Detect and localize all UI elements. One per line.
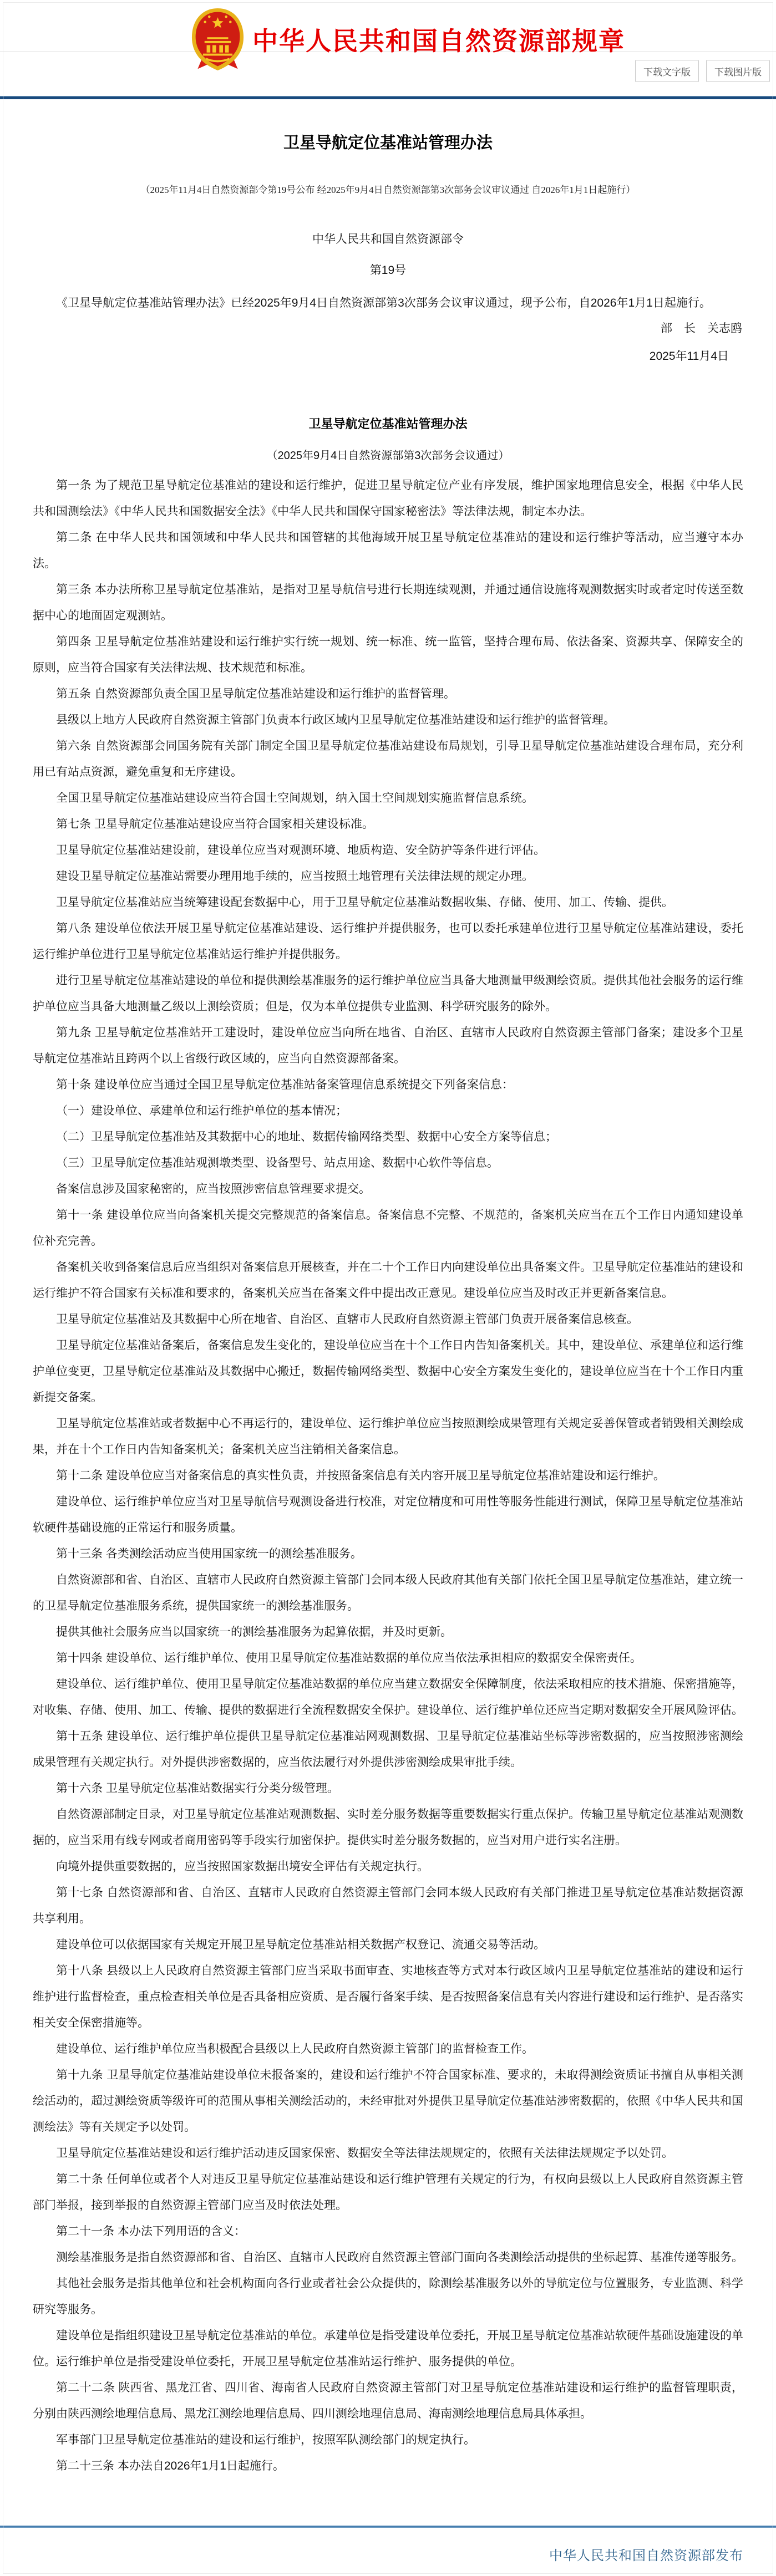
regulation-paragraph: 第九条 卫星导航定位基准站开工建设时，建设单位应当向所在地省、自治区、直辖市人民政府自然资源主管部门备案；建设多个卫星导航定位基准站且跨两个以上省级行政区域的，应当向自然资源部备案。 [33, 1026, 743, 1065]
regulation-paragraph: 第六条 自然资源部会同国务院有关部门制定全国卫星导航定位基准站建设布局规划，引导卫星导航定位基准站建设合理布局，充分利用已有站点资源，避免重复和无序建设。 [33, 740, 743, 778]
regulation-paragraph: 卫星导航定位基准站或者数据中心不再运行的，建设单位、运行维护单位应当按照测绘成果管理有关规定妥善保管或者销毁相关测绘成果，并在十个工作日内告知备案机关；备案机关应当注销相关备案信息。 [33, 1417, 743, 1456]
regulation-paragraph: 建设卫星导航定位基准站需要办理用地手续的，应当按照土地管理有关法律法规的规定办理。 [56, 870, 534, 883]
regulation-paragraph: 卫星导航定位基准站建设前，建设单位应当对观测环境、地质构造、安全防护等条件进行评估。 [56, 844, 545, 857]
decree-issuer: 中华人民共和国自然资源部令 [312, 233, 464, 246]
regulation-paragraph: 第三条 本办法所称卫星导航定位基准站，是指对卫星导航信号进行长期连续观测，并通过通信设施将观测数据实时或者定时传送至数据中心的地面固定观测站。 [33, 583, 743, 622]
national-emblem-icon [191, 8, 244, 71]
regulation-paragraph: （三）卫星导航定位基准站观测墩类型、设备型号、站点用途、数据中心软件等信息。 [56, 1157, 499, 1169]
regulation-paragraph: 县级以上地方人民政府自然资源主管部门负责本行政区域内卫星导航定位基准站建设和运行维护的监督管理。 [56, 714, 615, 726]
regulation-paragraph: 第十八条 县级以上人民政府自然资源主管部门应当采取书面审查、实地核查等方式对本行政区域内卫星导航定位基准站的建设和运行维护进行监督检查，重点检查相关单位是否具备相应资质、是否履行备案手续、是否按照备案信息有关内容进行建设和运行维护、是否落实相关安全保密措施等。 [33, 1964, 743, 2029]
publisher-credit: 中华人民共和国自然资源部发布 [549, 2548, 743, 2563]
download-text-button[interactable]: 下载文字版 [635, 60, 699, 82]
regulation-paragraph: 第十二条 建设单位应当对备案信息的真实性负责，并按照备案信息有关内容开展卫星导航定位基准站建设和运行维护。 [56, 1469, 665, 1482]
regulation-paragraph: 建设单位可以依据国家有关规定开展卫星导航定位基准站相关数据产权登记、流通交易等活动。 [56, 1938, 545, 1951]
regulation-paragraph: 第十六条 卫星导航定位基准站数据实行分类分级管理。 [56, 1782, 339, 1795]
regulation-paragraph: 第十七条 自然资源部和省、自治区、直辖市人民政府自然资源主管部门会同本级人民政府有关部门推进卫星导航定位基准站数据资源共享利用。 [33, 1886, 743, 1925]
adoption-note: （2025年9月4日自然资源部第3次部务会议通过） [266, 450, 510, 462]
masthead [0, 0, 776, 55]
regulation-paragraph: 第五条 自然资源部负责全国卫星导航定位基准站建设和运行维护的监督管理。 [56, 688, 455, 700]
regulation-paragraph: 自然资源部和省、自治区、直辖市人民政府自然资源主管部门会同本级人民政府其他有关部门依托全国卫星导航定位基准站，建立统一的卫星导航定位基准服务系统，提供国家统一的测绘基准服务。 [33, 1574, 743, 1612]
regulation-paragraph: 第二十二条 陕西省、黑龙江省、四川省、海南省人民政府自然资源主管部门对卫星导航定位基准站建设和运行维护的监督管理职责，分别由陕西测绘地理信息局、黑龙江测绘地理信息局、四川测绘地理信息局、海南测绘地理信息局具体承担。 [33, 2381, 743, 2420]
document-content [0, 130, 776, 2479]
document-title: 卫星导航定位基准站管理办法 [283, 134, 493, 152]
regulation-paragraph: 军事部门卫星导航定位基准站的建设和运行维护，按照军队测绘部门的规定执行。 [56, 2434, 475, 2446]
regulation-paragraph: 卫星导航定位基准站备案后，备案信息发生变化的，建设单位应当在十个工作日内告知备案机关。其中，建设单位、承建单位和运行维护单位变更，卫星导航定位基准站及其数据中心搬迁，数据传输网络类型、数据中心安全方案发生变化的，建设单位应当在十个工作日内重新提交备案。 [33, 1339, 743, 1404]
regulation-paragraph: 第八条 建设单位依法开展卫星导航定位基准站建设、运行维护并提供服务，也可以委托承建单位进行卫星导航定位基准站建设，委托运行维护单位进行卫星导航定位基准站运行维护并提供服务。 [33, 922, 743, 961]
regulation-paragraph: 第一条 为了规范卫星导航定位基准站的建设和运行维护，促进卫星导航定位产业有序发展，维护国家地理信息安全，根据《中华人民共和国测绘法》《中华人民共和国数据安全法》《中华人民共和国保守国家秘密法》等法律法规，制定本办法。 [33, 479, 743, 518]
regulation-paragraph: 测绘基准服务是指自然资源部和省、自治区、直辖市人民政府自然资源主管部门面向各类测绘活动提供的坐标起算、基准传递等服务。 [56, 2251, 743, 2264]
top-divider-rule [0, 96, 776, 99]
regulation-paragraph: 第十九条 卫星导航定位基准站建设单位未报备案的，建设和运行维护不符合国家标准、要求的，未取得测绘资质证书擅自从事相关测绘活动的，超过测绘资质等级许可的范围从事相关测绘活动的，未经审批对外提供卫星导航定位基准站涉密数据的，依照《中华人民共和国测绘法》等有关规定予以处罚。 [33, 2069, 743, 2134]
regulation-paragraph: 其他社会服务是指其他单位和社会机构面向各行业或者社会公众提供的，除测绘基准服务以外的导航定位与位置服务，专业监测、科学研究等服务。 [33, 2277, 743, 2316]
regulation-paragraph: 第二十条 任何单位或者个人对违反卫星导航定位基准站建设和运行维护管理有关规定的行为，有权向县级以上人民政府自然资源主管部门举报，接到举报的自然资源主管部门应当及时依法处理。 [33, 2173, 743, 2212]
regulation-paragraph: 卫星导航定位基准站建设和运行维护活动违反国家保密、数据安全等法律法规规定的，依照有关法律法规规定予以处罚。 [56, 2147, 673, 2160]
regulation-paragraph: 第十三条 各类测绘活动应当使用国家统一的测绘基准服务。 [56, 1547, 362, 1560]
regulation-paragraph: 第七条 卫星导航定位基准站建设应当符合国家相关建设标准。 [56, 818, 374, 831]
regulation-paragraph: 卫星导航定位基准站应当统筹建设配套数据中心，用于卫星导航定位基准站数据收集、存储、使用、加工、传输、提供。 [56, 896, 673, 909]
footer-divider-rule [0, 2526, 776, 2528]
regulation-paragraph: 备案机关收到备案信息后应当组织对备案信息开展核查，并在二十个工作日内向建设单位出具备案文件。卫星导航定位基准站的建设和运行维护不符合国家有关标准和要求的，备案机关应当在备案文件中提出改正意见。建设单位应当及时改正并更新备案信息。 [33, 1261, 743, 1300]
regulation-paragraph: 建设单位、运行维护单位应当积极配合县级以上人民政府自然资源主管部门的监督检查工作。 [56, 2043, 534, 2055]
regulation-paragraph: 第十五条 建设单位、运行维护单位提供卫星导航定位基准站网观测数据、卫星导航定位基准站坐标等涉密数据的，应当按照涉密测绘成果管理有关规定执行。对外提供涉密数据的，应当依法履行对外提供涉密测绘成果审批手续。 [33, 1730, 743, 1769]
decree-number: 第19号 [369, 264, 407, 277]
regulation-paragraph: 提供其他社会服务应当以国家统一的测绘基准服务为起算依据，并及时更新。 [56, 1626, 452, 1638]
regulation-paragraph: 卫星导航定位基准站及其数据中心所在地省、自治区、直辖市人民政府自然资源主管部门负责开展备案信息核查。 [56, 1313, 638, 1326]
decree-signer: 部 长 关志鸥 [661, 322, 742, 335]
decree-date: 2025年11月4日 [649, 350, 729, 363]
regulation-paragraph: 第十四条 建设单位、运行维护单位、使用卫星导航定位基准站数据的单位应当依法承担相应的数据安全保密责任。 [56, 1652, 642, 1664]
regulation-paragraph: 第十条 建设单位应当通过全国卫星导航定位基准站备案管理信息系统提交下列备案信息： [56, 1078, 514, 1091]
publication-note: （2025年11月4日自然资源部令第19号公布 经2025年9月4日自然资源部第3次部务会议审议通过 自2026年1月1日起施行） [140, 185, 636, 195]
download-image-button[interactable]: 下载图片版 [706, 60, 770, 82]
regulation-paragraph: 第二条 在中华人民共和国领域和中华人民共和国管辖的其他海域开展卫星导航定位基准站的建设和运行维护等活动，应当遵守本办法。 [33, 531, 743, 570]
regulation-paragraph: 自然资源部制定目录，对卫星导航定位基准站观测数据、实时差分服务数据等重要数据实行重点保护。传输卫星导航定位基准站观测数据的，应当采用有线专网或者商用密码等手段实行加密保护。提供实时差分服务数据的，应当对用户进行实名注册。 [33, 1808, 743, 1847]
masthead-title: 中华人民共和国自然资源部规章 [252, 27, 625, 55]
decree-announcement: 《卫星导航定位基准站管理办法》已经2025年9月4日自然资源部第3次部务会议审议通过，现予公布，自2026年1月1日起施行。 [56, 297, 711, 309]
regulation-paragraph: 第二十三条 本办法自2026年1月1日起施行。 [56, 2460, 285, 2472]
regulation-paragraph: 全国卫星导航定位基准站建设应当符合国土空间规划，纳入国土空间规划实施监督信息系统。 [56, 792, 534, 805]
regulation-title: 卫星导航定位基准站管理办法 [308, 417, 468, 431]
regulation-paragraph: 第十一条 建设单位应当向备案机关提交完整规范的备案信息。备案信息不完整、不规范的，备案机关应当在五个工作日内通知建设单位补充完善。 [33, 1209, 743, 1248]
regulation-paragraph: 第四条 卫星导航定位基准站建设和运行维护实行统一规划、统一标准、统一监管，坚持合理布局、依法备案、资源共享、保障安全的原则，应当符合国家有关法律法规、技术规范和标准。 [33, 635, 743, 674]
regulation-paragraph: （二）卫星导航定位基准站及其数据中心的地址、数据传输网络类型、数据中心安全方案等信息； [56, 1131, 557, 1143]
regulation-paragraph: 建设单位、运行维护单位应当对卫星导航信号观测设备进行校准，对定位精度和可用性等服务性能进行测试，保障卫星导航定位基准站软硬件基础设施的正常运行和服务质量。 [33, 1495, 743, 1534]
regulation-paragraph: 第二十一条 本办法下列用语的含义： [56, 2225, 246, 2238]
regulation-paragraph: 向境外提供重要数据的，应当按照国家数据出境安全评估有关规定执行。 [56, 1860, 429, 1873]
regulation-body [33, 472, 743, 2479]
regulation-paragraph: （一）建设单位、承建单位和运行维护单位的基本情况； [56, 1104, 347, 1117]
regulation-paragraph: 建设单位、运行维护单位、使用卫星导航定位基准站数据的单位应当建立数据安全保障制度，依法采取相应的技术措施、保密措施等，对收集、存储、使用、加工、传输、提供的数据进行全流程数据安全保护。建设单位、运行维护单位还应当定期对数据安全开展风险评估。 [33, 1678, 743, 1717]
regulation-paragraph: 备案信息涉及国家秘密的，应当按照涉密信息管理要求提交。 [56, 1183, 371, 1195]
regulation-paragraph: 进行卫星导航定位基准站建设的单位和提供测绘基准服务的运行维护单位应当具备大地测量甲级测绘资质。提供其他社会服务的运行维护单位应当具备大地测量乙级以上测绘资质；但是，仅为本单位提供专业监测、科学研究服务的除外。 [33, 974, 743, 1013]
regulation-paragraph: 建设单位是指组织建设卫星导航定位基准站的单位。承建单位是指受建设单位委托，开展卫星导航定位基准站软硬件基础设施建设的单位。运行维护单位是指受建设单位委托，开展卫星导航定位基准站运行维护、服务提供的单位。 [33, 2329, 743, 2368]
